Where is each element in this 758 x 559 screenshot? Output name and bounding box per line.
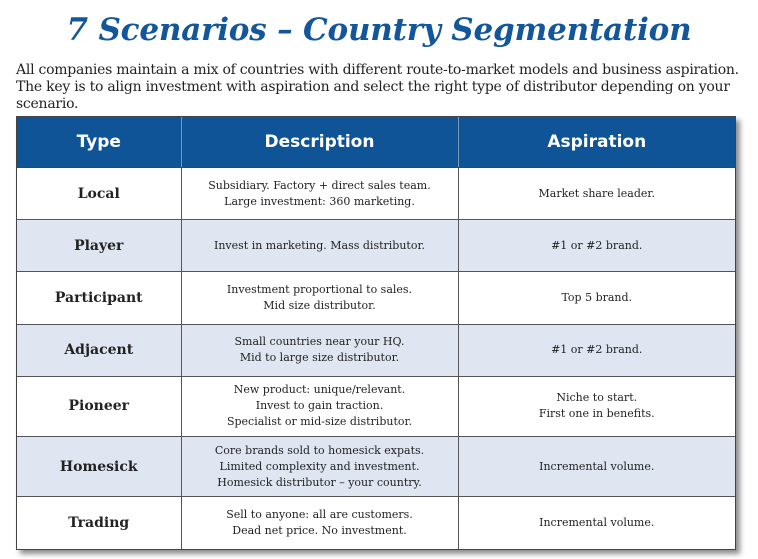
aspiration-cell xyxy=(458,272,735,324)
aspiration-line: Incremental volume. xyxy=(539,516,655,530)
page-title: 7 Scenarios – Country Segmentation xyxy=(66,12,692,48)
aspiration-line: First one in benefits. xyxy=(538,407,655,421)
aspiration-line: #1 or #2 brand. xyxy=(551,238,643,252)
description-line: Mid size distributor. xyxy=(263,299,376,312)
table-row xyxy=(17,437,735,497)
description-line: Sell to anyone: all are customers. xyxy=(226,508,413,522)
description-cell xyxy=(181,220,458,272)
description-line: Specialist or mid-size distributor. xyxy=(226,415,413,429)
header-type: Type xyxy=(17,117,181,168)
header-aspiration: Aspiration xyxy=(458,117,735,168)
aspiration-cell xyxy=(458,497,735,549)
table-row xyxy=(17,376,735,436)
description-cell xyxy=(181,168,458,220)
type-cell: Trading xyxy=(17,497,181,549)
type-cell: Local xyxy=(17,168,181,220)
description-line: Dead net price. No investment. xyxy=(232,524,407,538)
header-description: Description xyxy=(181,117,458,168)
description-line: Mid to large size distributor. xyxy=(239,351,400,365)
aspiration-cell xyxy=(458,376,735,436)
table-row xyxy=(17,220,735,272)
aspiration-cell xyxy=(458,437,735,497)
table-row xyxy=(17,168,735,220)
type-cell: Participant xyxy=(17,272,181,324)
aspiration-line: Market share leader. xyxy=(538,186,655,200)
description-cell xyxy=(181,324,458,376)
description-line: Subsidiary. Factory + direct sales team. xyxy=(208,178,431,192)
aspiration-line: #1 or #2 brand. xyxy=(551,343,643,357)
description-line: Homesick distributor – your country. xyxy=(217,475,422,489)
description-line: Limited complexity and investment. xyxy=(219,459,420,473)
description-line: Core brands sold to homesick expats. xyxy=(214,443,425,457)
table-header-row xyxy=(17,117,735,168)
aspiration-line: Incremental volume. xyxy=(539,459,655,473)
aspiration-cell xyxy=(458,168,735,220)
description-line: Invest to gain traction. xyxy=(255,399,384,413)
description-cell xyxy=(181,437,458,497)
description-line: Investment proportional to sales. xyxy=(226,283,413,296)
segmentation-table xyxy=(16,116,736,550)
description-cell xyxy=(181,497,458,549)
type-cell: Homesick xyxy=(17,437,181,497)
description-line: Small countries near your HQ. xyxy=(234,335,405,349)
aspiration-line: Top 5 brand. xyxy=(561,291,633,304)
type-cell: Player xyxy=(17,220,181,272)
table-row xyxy=(17,324,735,376)
aspiration-line: Niche to start. xyxy=(556,391,638,405)
description-cell xyxy=(181,376,458,436)
type-cell: Adjacent xyxy=(17,324,181,376)
description-cell xyxy=(181,272,458,324)
table-row xyxy=(17,272,735,324)
intro-paragraph: All companies maintain a mix of countries with different route-to-market models and business aspiration. The key is to align investment with aspiration and select the right type of distributor depending on your scenario. xyxy=(16,62,739,112)
table-row xyxy=(17,497,735,549)
aspiration-cell xyxy=(458,220,735,272)
description-line: Large investment: 360 marketing. xyxy=(224,194,415,208)
type-cell: Pioneer xyxy=(17,376,181,436)
description-line: Invest in marketing. Mass distributor. xyxy=(213,238,426,252)
description-line: New product: unique/relevant. xyxy=(233,383,406,397)
aspiration-cell xyxy=(458,324,735,376)
